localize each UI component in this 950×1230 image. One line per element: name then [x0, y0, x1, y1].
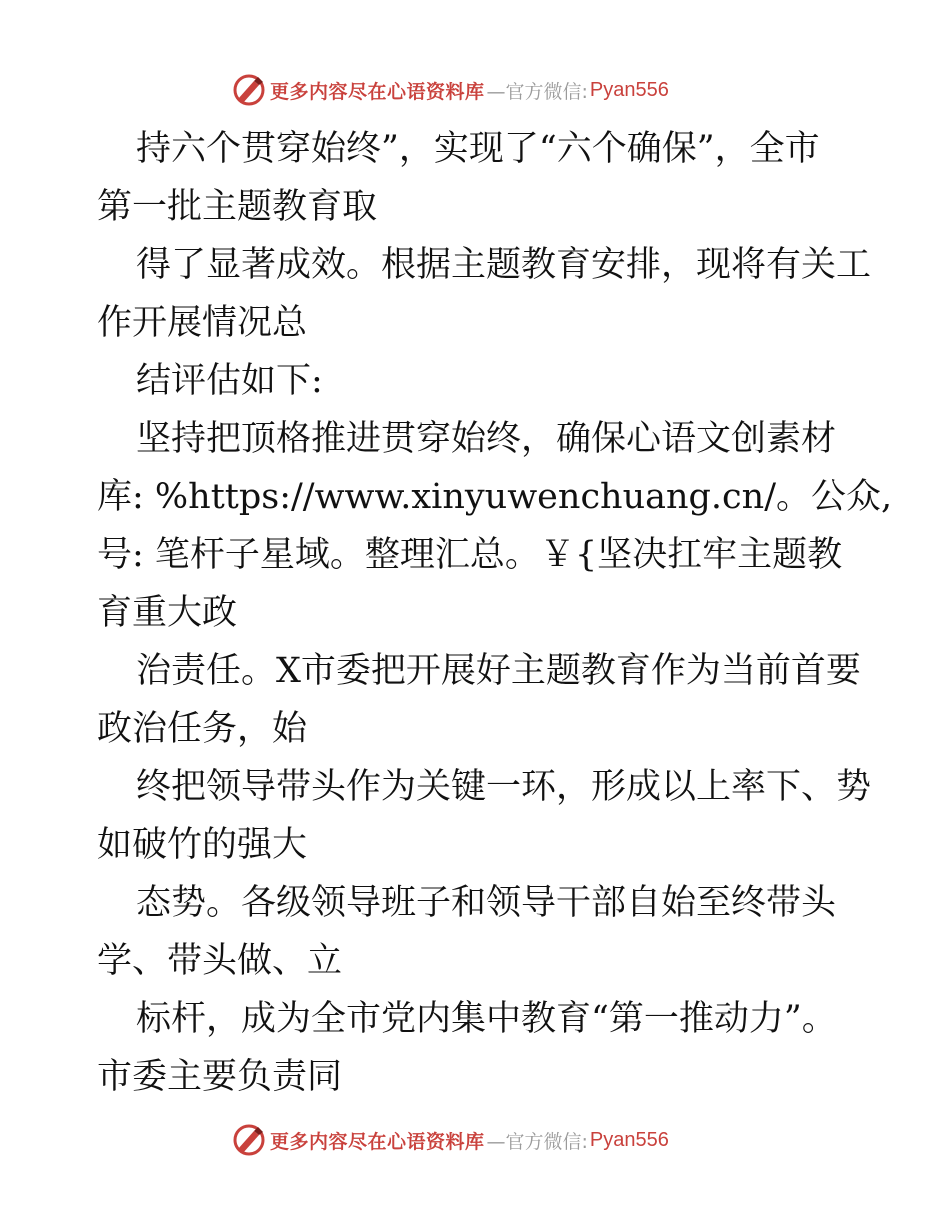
text-line: 坚持把顶格推进贯穿始终，确保心语文创素材 — [136, 419, 837, 459]
text-line: 第一批主题教育取 — [97, 187, 378, 227]
pen-logo-icon — [232, 1123, 266, 1157]
text-line: 号: 笔杆子星域。整理汇总。￥{坚决扛牢主题教 — [97, 535, 843, 575]
text-line: 结评估如下: — [136, 361, 323, 401]
text-line: 育重大政 — [97, 593, 238, 633]
text-line: 标杆，成为全市党内集中教育“第一推动力”。 — [136, 999, 837, 1039]
watermark-main-text: 更多内容尽在心语资料库 — [270, 1130, 485, 1153]
text-line: 政治任务，始 — [97, 709, 308, 749]
watermark-dash-text: —官方微信: — [486, 1130, 588, 1153]
watermark-wechat-id: Pyan556 — [589, 1128, 669, 1151]
watermark-main-text: 更多内容尽在心语资料库 — [270, 80, 485, 103]
text-line: 库: %https://www.xinyuwenchuang.cn/。公众, — [97, 477, 893, 517]
text-line: 如破竹的强大 — [97, 825, 308, 865]
pen-logo-icon — [232, 73, 266, 107]
text-line: 态势。各级领导班子和领导干部自始至终带头 — [136, 883, 837, 923]
text-line: 终把领导带头作为关键一环，形成以上率下、势 — [136, 767, 872, 807]
watermark-footer — [232, 1120, 669, 1160]
text-line: 治责任。X市委把开展好主题教育作为当前首要 — [136, 651, 861, 691]
text-line: 学、带头做、立 — [97, 941, 343, 981]
watermark-wechat-id: Pyan556 — [589, 78, 669, 101]
watermark-header — [232, 70, 669, 110]
text-line: 得了显著成效。根据主题教育安排，现将有关工 — [136, 245, 872, 285]
text-line: 市委主要负责同 — [97, 1057, 343, 1097]
watermark-dash-text: —官方微信: — [486, 80, 588, 103]
text-line: 持六个贯穿始终”，实现了“六个确保”，全市 — [136, 129, 820, 169]
text-line: 作开展情况总 — [97, 303, 308, 343]
